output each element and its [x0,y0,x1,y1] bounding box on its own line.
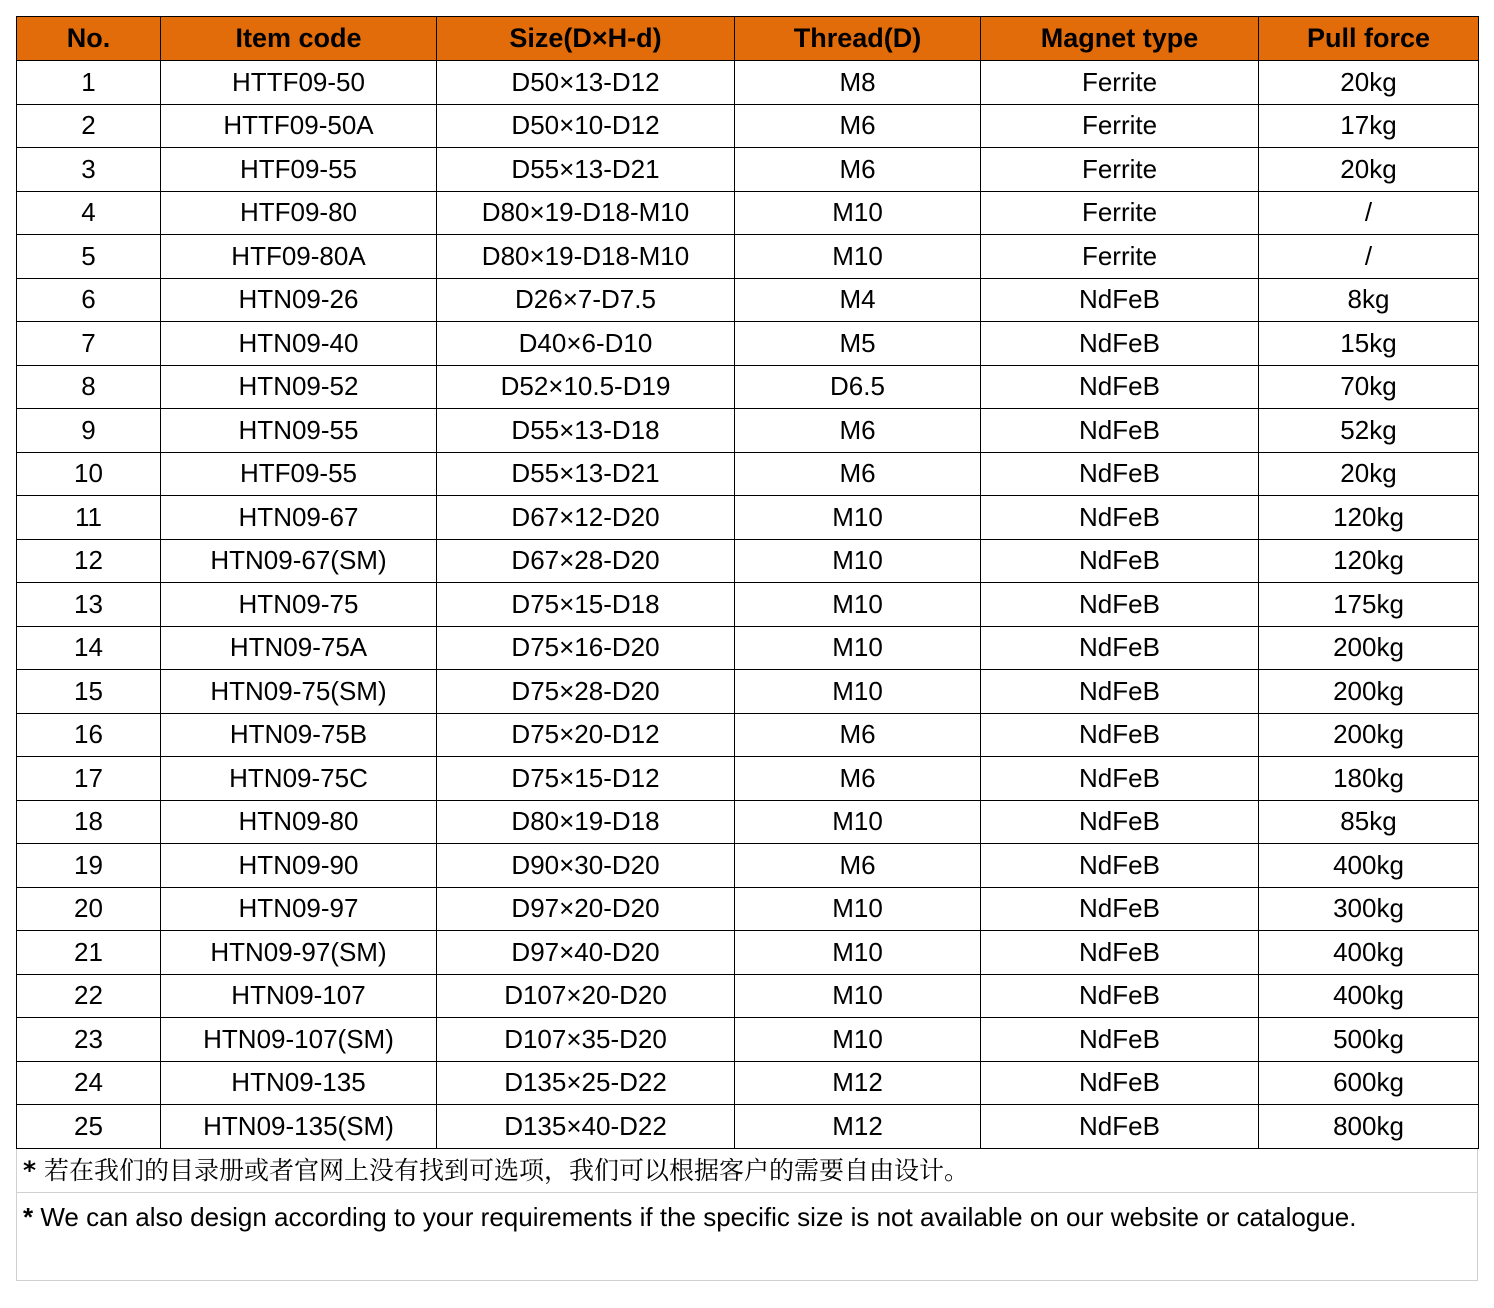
cell-no: 7 [17,322,161,366]
cell-no: 13 [17,583,161,627]
cell-no: 2 [17,104,161,148]
cell-thread: M10 [735,626,981,670]
cell-item-code: HTF09-55 [161,148,437,192]
cell-item-code: HTN09-67 [161,496,437,540]
cell-thread: M10 [735,191,981,235]
table-row [17,278,1479,322]
cell-thread: M6 [735,409,981,453]
cell-no: 16 [17,713,161,757]
cell-size: D135×25-D22 [437,1061,735,1105]
cell-thread: M12 [735,1061,981,1105]
table-row [17,626,1479,670]
cell-pull-force: 500kg [1259,1018,1479,1062]
cell-pull-force: 180kg [1259,757,1479,801]
table-row [17,409,1479,453]
table-row [17,104,1479,148]
cell-thread: M10 [735,670,981,714]
cell-size: D75×28-D20 [437,670,735,714]
cell-size: D97×20-D20 [437,887,735,931]
cell-item-code: HTN09-75A [161,626,437,670]
table-row [17,1061,1479,1105]
cell-size: D75×20-D12 [437,713,735,757]
cell-no: 3 [17,148,161,192]
cell-item-code: HTN09-107 [161,974,437,1018]
table-row [17,757,1479,801]
cell-pull-force: 120kg [1259,539,1479,583]
cell-no: 8 [17,365,161,409]
cell-item-code: HTF09-80 [161,191,437,235]
table-row [17,713,1479,757]
cell-size: D75×15-D18 [437,583,735,627]
note-english [16,1193,1478,1281]
cell-thread: M4 [735,278,981,322]
table-row [17,974,1479,1018]
cell-thread: M6 [735,104,981,148]
cell-item-code: HTN09-55 [161,409,437,453]
cell-thread: M10 [735,931,981,975]
cell-thread: M10 [735,583,981,627]
cell-item-code: HTF09-55 [161,452,437,496]
cell-no: 15 [17,670,161,714]
table-row [17,583,1479,627]
cell-thread: M6 [735,452,981,496]
cell-item-code: HTN09-97 [161,887,437,931]
cell-size: D135×40-D22 [437,1105,735,1149]
cell-size: D75×15-D12 [437,757,735,801]
cell-pull-force: 20kg [1259,452,1479,496]
header-thread: Thread(D) [735,17,981,61]
cell-thread: M10 [735,235,981,279]
table-header [17,17,1479,61]
cell-item-code: HTN09-90 [161,844,437,888]
note-english-text: We can also design according to your requirements if the specific size is not available on our website or catalogue. [33,1201,1357,1232]
table-row [17,670,1479,714]
cell-pull-force: 8kg [1259,278,1479,322]
header-item-code: Item code [161,17,437,61]
cell-item-code: HTN09-52 [161,365,437,409]
table-row [17,322,1479,366]
cell-no: 25 [17,1105,161,1149]
cell-thread: M6 [735,757,981,801]
cell-size: D52×10.5-D19 [437,365,735,409]
cell-pull-force: 600kg [1259,1061,1479,1105]
cell-item-code: HTN09-97(SM) [161,931,437,975]
cell-size: D55×13-D18 [437,409,735,453]
table-row [17,148,1479,192]
cell-no: 5 [17,235,161,279]
cell-no: 9 [17,409,161,453]
cell-no: 23 [17,1018,161,1062]
cell-size: D55×13-D21 [437,452,735,496]
cell-pull-force: / [1259,191,1479,235]
table-row [17,1105,1479,1149]
cell-pull-force: 20kg [1259,61,1479,105]
cell-pull-force: 300kg [1259,887,1479,931]
cell-no: 22 [17,974,161,1018]
cell-size: D55×13-D21 [437,148,735,192]
header-size: Size(D×H-d) [437,17,735,61]
cell-magnet-type: NdFeB [981,278,1259,322]
cell-thread: M10 [735,539,981,583]
cell-item-code: HTN09-75C [161,757,437,801]
cell-pull-force: 200kg [1259,626,1479,670]
cell-pull-force: 400kg [1259,931,1479,975]
cell-size: D67×28-D20 [437,539,735,583]
cell-magnet-type: Ferrite [981,235,1259,279]
cell-size: D107×20-D20 [437,974,735,1018]
cell-pull-force: 85kg [1259,800,1479,844]
cell-thread: M10 [735,496,981,540]
cell-magnet-type: NdFeB [981,1105,1259,1149]
cell-size: D50×10-D12 [437,104,735,148]
cell-magnet-type: NdFeB [981,583,1259,627]
cell-pull-force: 120kg [1259,496,1479,540]
cell-size: D75×16-D20 [437,626,735,670]
cell-item-code: HTN09-75B [161,713,437,757]
cell-thread: M12 [735,1105,981,1149]
cell-item-code: HTN09-107(SM) [161,1018,437,1062]
header-no: No. [17,17,161,61]
table-row [17,496,1479,540]
cell-magnet-type: NdFeB [981,496,1259,540]
cell-magnet-type: NdFeB [981,365,1259,409]
cell-magnet-type: NdFeB [981,974,1259,1018]
cell-size: D80×19-D18 [437,800,735,844]
cell-size: D40×6-D10 [437,322,735,366]
cell-no: 6 [17,278,161,322]
cell-pull-force: 200kg [1259,670,1479,714]
cell-size: D107×35-D20 [437,1018,735,1062]
cell-item-code: HTN09-75(SM) [161,670,437,714]
cell-magnet-type: Ferrite [981,61,1259,105]
cell-magnet-type: NdFeB [981,626,1259,670]
cell-no: 17 [17,757,161,801]
table-row [17,191,1479,235]
cell-magnet-type: NdFeB [981,452,1259,496]
note-star: * [23,1155,37,1185]
cell-no: 11 [17,496,161,540]
cell-no: 18 [17,800,161,844]
cell-no: 14 [17,626,161,670]
cell-pull-force: 17kg [1259,104,1479,148]
cell-pull-force: 70kg [1259,365,1479,409]
cell-size: D80×19-D18-M10 [437,235,735,279]
cell-size: D80×19-D18-M10 [437,191,735,235]
cell-pull-force: 400kg [1259,844,1479,888]
cell-pull-force: 400kg [1259,974,1479,1018]
cell-item-code: HTN09-67(SM) [161,539,437,583]
cell-no: 4 [17,191,161,235]
cell-no: 10 [17,452,161,496]
cell-item-code: HTN09-135 [161,1061,437,1105]
cell-pull-force: 52kg [1259,409,1479,453]
cell-thread: M10 [735,887,981,931]
table-row [17,61,1479,105]
spec-sheet [16,16,1478,1281]
cell-thread: M6 [735,148,981,192]
table-row [17,1018,1479,1062]
header-row [17,17,1479,61]
cell-pull-force: / [1259,235,1479,279]
cell-pull-force: 15kg [1259,322,1479,366]
cell-magnet-type: NdFeB [981,1061,1259,1105]
cell-magnet-type: NdFeB [981,844,1259,888]
cell-size: D50×13-D12 [437,61,735,105]
table-row [17,452,1479,496]
header-magnet-type: Magnet type [981,17,1259,61]
cell-no: 12 [17,539,161,583]
cell-item-code: HTN09-26 [161,278,437,322]
cell-size: D90×30-D20 [437,844,735,888]
cell-magnet-type: NdFeB [981,409,1259,453]
cell-magnet-type: NdFeB [981,670,1259,714]
table-row [17,365,1479,409]
table-row [17,887,1479,931]
table-body [17,61,1479,1149]
cell-thread: M8 [735,61,981,105]
cell-thread: M5 [735,322,981,366]
cell-thread: M10 [735,974,981,1018]
cell-item-code: HTN09-40 [161,322,437,366]
cell-size: D26×7-D7.5 [437,278,735,322]
cell-magnet-type: Ferrite [981,191,1259,235]
cell-magnet-type: NdFeB [981,931,1259,975]
cell-pull-force: 800kg [1259,1105,1479,1149]
table-row [17,844,1479,888]
table-row [17,235,1479,279]
cell-thread: M10 [735,1018,981,1062]
table-row [17,539,1479,583]
cell-thread: M10 [735,800,981,844]
cell-no: 19 [17,844,161,888]
cell-pull-force: 20kg [1259,148,1479,192]
cell-magnet-type: NdFeB [981,887,1259,931]
product-spec-table [16,16,1479,1149]
cell-item-code: HTN09-75 [161,583,437,627]
cell-magnet-type: NdFeB [981,757,1259,801]
cell-magnet-type: Ferrite [981,148,1259,192]
cell-pull-force: 200kg [1259,713,1479,757]
cell-magnet-type: NdFeB [981,322,1259,366]
table-row [17,931,1479,975]
cell-no: 24 [17,1061,161,1105]
cell-thread: M6 [735,713,981,757]
table-row [17,800,1479,844]
cell-item-code: HTTF09-50 [161,61,437,105]
cell-size: D67×12-D20 [437,496,735,540]
cell-magnet-type: NdFeB [981,539,1259,583]
cell-size: D97×40-D20 [437,931,735,975]
cell-item-code: HTTF09-50A [161,104,437,148]
note-chinese [16,1149,1478,1193]
note-chinese-text: 若在我们的目录册或者官网上没有找到可选项，我们可以根据客户的需要自由设计。 [36,1155,970,1185]
cell-no: 20 [17,887,161,931]
header-pull-force: Pull force [1259,17,1479,61]
cell-item-code: HTN09-80 [161,800,437,844]
cell-magnet-type: NdFeB [981,713,1259,757]
cell-thread: D6.5 [735,365,981,409]
note-star: * [23,1201,34,1232]
cell-magnet-type: NdFeB [981,800,1259,844]
cell-item-code: HTN09-135(SM) [161,1105,437,1149]
cell-item-code: HTF09-80A [161,235,437,279]
cell-pull-force: 175kg [1259,583,1479,627]
cell-no: 21 [17,931,161,975]
cell-magnet-type: Ferrite [981,104,1259,148]
cell-thread: M6 [735,844,981,888]
cell-magnet-type: NdFeB [981,1018,1259,1062]
cell-no: 1 [17,61,161,105]
